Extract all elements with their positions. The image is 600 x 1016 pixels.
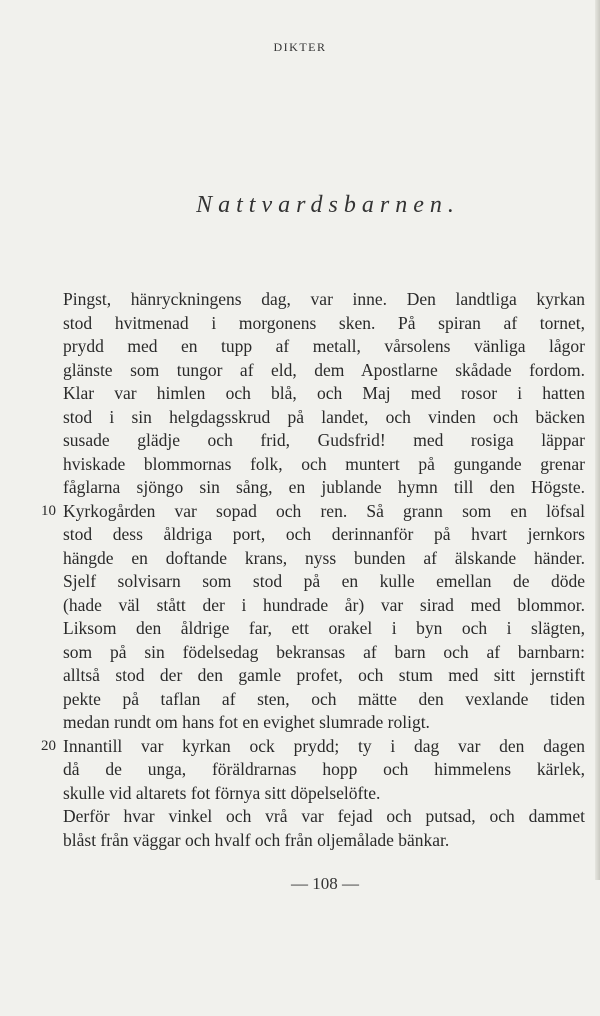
poem-line: [63, 523, 585, 547]
poem-line: [63, 406, 585, 430]
poem-line: [63, 429, 585, 453]
poem-line: [63, 359, 585, 383]
poem-line: [63, 335, 585, 359]
poem-line-text: Sjelf solvisarn som stod på en kulle emellan de döde: [63, 571, 585, 591]
poem-line-text: skulle vid altarets fot förnya sitt döpelselöfte.: [63, 782, 381, 803]
poem-line: [63, 617, 585, 641]
poem-line-text: Klar var himlen och blå, och Maj med rosor i hatten: [63, 383, 585, 403]
poem-body: [41, 288, 585, 852]
poem-line: [63, 476, 585, 500]
poem-line-text: Liksom den åldrige far, ett orakel i byn och i slägten,: [63, 618, 585, 638]
poem-line: [63, 594, 585, 618]
poem-line: [63, 382, 585, 406]
poem-line: [41, 500, 585, 524]
poem-line: [63, 288, 585, 312]
poem-line-text: blåst från väggar och hvalf och från oljemålade bänkar.: [63, 829, 450, 850]
poem-line: [63, 641, 585, 665]
line-number: 10: [41, 502, 56, 519]
poem-line-text: pekte på taflan af sten, och mätte den vexlande tiden: [63, 688, 585, 709]
poem-line-text: fåglarna sjöngo sin sång, en jublande hymn till den Högste.: [63, 477, 585, 497]
poem-line: [63, 782, 585, 806]
poem-line: [63, 570, 585, 594]
poem-line-text: hängde en doftande krans, nyss bunden af älskande händer.: [63, 547, 585, 568]
poem-line: [63, 312, 585, 336]
poem-line-text: Kyrkogården var sopad och ren. Så grann som en löfsal: [63, 500, 585, 521]
poem-line: [63, 711, 585, 735]
poem-line-text: stod dess åldriga port, och derinnanför på hvart jernkors: [63, 524, 585, 544]
poem-line-text: (hade väl stått der i hundrade år) var sirad med blommor.: [63, 594, 585, 615]
poem-line-text: som på sin födelsedag bekransas af barn och af barnbarn:: [63, 641, 585, 662]
running-head: DIKTER: [273, 40, 327, 54]
poem-line: [63, 453, 585, 477]
line-number: 20: [41, 737, 56, 754]
poem-line-text: glänste som tungor af eld, dem Apostlarne skådade fordom.: [63, 359, 585, 380]
poem-line-text: Pingst, hänryckningens dag, var inne. Den landtliga kyrkan: [63, 289, 585, 309]
poem-line-text: prydd med en tupp af metall, vårsolens vänliga lågor: [63, 336, 585, 356]
poem-line: [63, 688, 585, 712]
poem-title: Nattvardsbarnen.: [196, 192, 460, 218]
page-edge: [595, 0, 600, 880]
poem-line: [63, 758, 585, 782]
poem-line-text: alltså stod der den gamle profet, och stum med sitt jernstift: [63, 665, 585, 685]
poem-line-text: Innantill var kyrkan ock prydd; ty i dag var den dagen: [63, 735, 585, 756]
poem-line-text: Derför hvar vinkel och vrå var fejad och putsad, och dammet: [63, 806, 585, 826]
poem-line-text: stod i sin helgdagsskrud på landet, och vinden och bäcken: [63, 406, 585, 427]
poem-line-text: då de unga, föräldrarnas hopp och himmelens kärlek,: [63, 759, 585, 779]
poem-line: [63, 805, 585, 829]
poem-line: [41, 735, 585, 759]
poem-line-text: hviskade blommornas folk, och muntert på gungande grenar: [63, 453, 585, 474]
poem-line: [63, 547, 585, 571]
poem-line: [63, 664, 585, 688]
poem-line-text: stod hvitmenad i morgonens sken. På spiran af tornet,: [63, 312, 585, 333]
poem-line-text: medan rundt om hans fot en evighet slumrade roligt.: [63, 712, 430, 732]
page-number: — 108 —: [291, 874, 359, 893]
poem-line: [63, 829, 585, 853]
poem-line-text: susade glädje och frid, Gudsfrid! med rosiga läppar: [63, 430, 585, 450]
